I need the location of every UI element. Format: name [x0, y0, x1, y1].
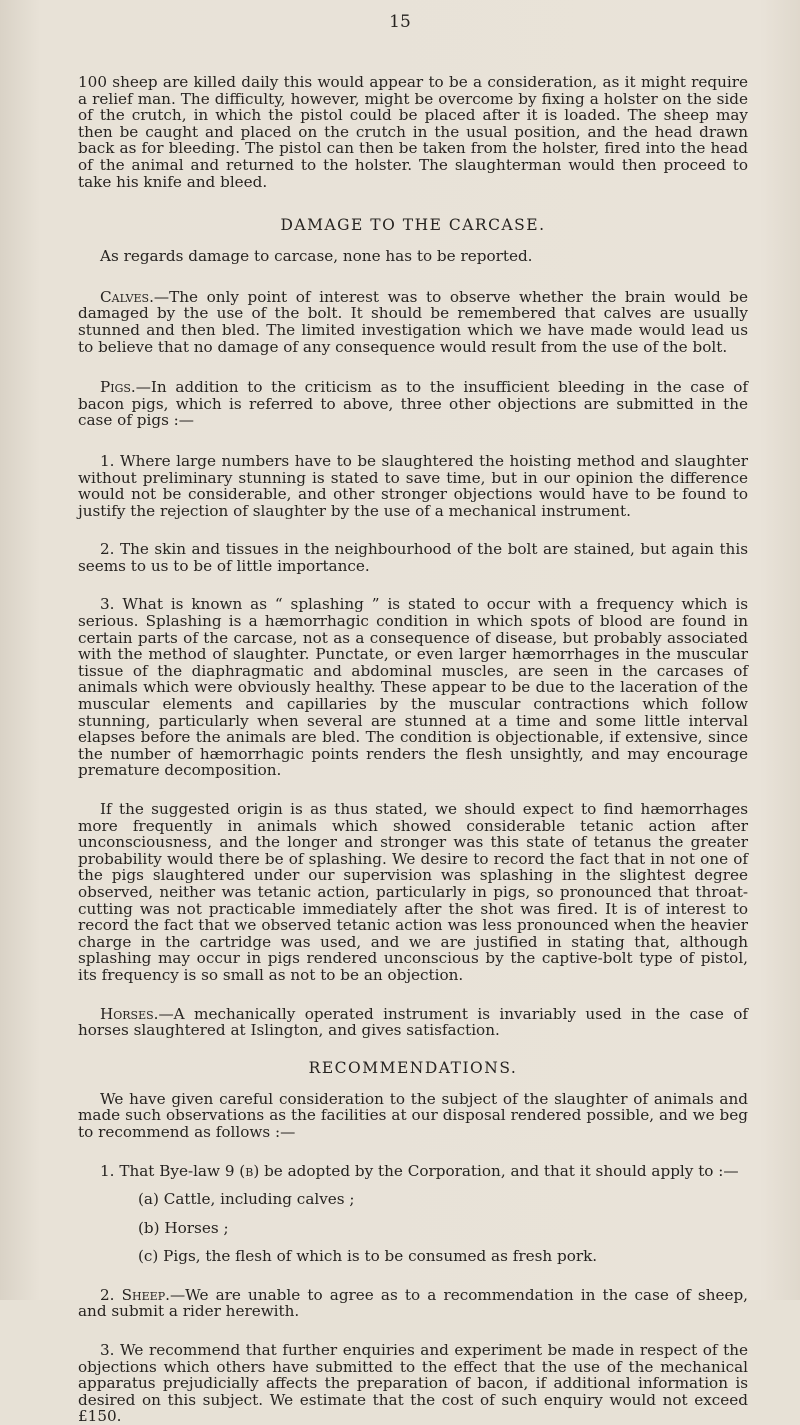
rec-2-lead: Sheep.	[121, 1285, 170, 1304]
rec-1-pre: 1. That Bye-law 9 (	[100, 1161, 246, 1180]
recommendation-1a: (a) Cattle, including calves ;	[138, 1190, 355, 1209]
horses-lead: Horses.	[100, 1004, 159, 1023]
recommendation-2	[78, 1287, 748, 1320]
recommendations-intro: We have given careful consideration to the subject of the slaughter of animals and made such observations as the facilities at our disposal rendered possible, and we beg to recommend as follows :—	[78, 1089, 748, 1141]
paragraph-damage-carcase: As regards damage to carcase, none has to be reported.	[100, 247, 533, 266]
pigs-lead: Pigs.	[100, 378, 136, 397]
paragraph-calves	[78, 289, 748, 355]
pigs-objection-3: 3. What is known as “ splashing ” is stated to occur with a frequency which is serious. Splashing is a hæmorrhagic condition in which spots of blood are found in certain parts of the carcase, not as a consequence of disease, but probably associated with the method of slaughter. Punctate, or even larger hæmorrhages in the muscular tissue of the diaphragmatic and abdominal muscles, are seen in the carcases of animals which were obviously healthy. These appear to be due to the laceration of the muscular elements and capillaries by the muscular contractions which follow stunning, particularly when several are stunned at a time and some little interval elapses before the animals are bled. The condition is objectionable, if extensive, since the number of hæmorrhagic points renders the flesh unsightly, and may encourage premature decomposition.	[78, 595, 748, 780]
rec-2-pre: 2.	[100, 1285, 122, 1304]
pigs-text: —In addition to the criticism as to the insufficient bleeding in the case of bacon pigs, which is referred to above, three other objections are submitted in the case of pigs :—	[78, 378, 748, 430]
pigs-splashing-paragraph: If the suggested origin is as thus stated, we should expect to find hæmorrhages more frequently in animals which showed considerable tetanic action after unconsciousness, and the longer and stronger was this state of tetanus the greater probability would there be of splashing. We desire to record the fact that in not one of the pigs slaughtered under our supervision was splashing in the slightest degree observed, neither was tetanic action, particularly in pigs, so pronounced that throat-cutting was not practicable immediately after the shot was fired. It is of interest to record the fact that we observed tetanic action was less pronounced when the heavier charge in the cartridge was used, and we are justified in stating that, although splashing may occur in pigs rendered unconscious by the captive-bolt type of pistol, its frequency is so small as not to be an objection.	[78, 800, 748, 984]
paragraph-horses	[78, 1006, 748, 1039]
recommendation-3: 3. We recommend that further enquiries and experiment be made in respect of the objections which others have submitted to the effect that the use of the mechanical apparatus prejudicially affects the preparation of bacon, if additional information is desired on this subject. We estimate that the cost of such enquiry would not exceed £150.	[78, 1341, 748, 1425]
heading-damage-to-carcase: DAMAGE TO THE CARCASE.	[280, 216, 546, 235]
rec-1-b: b	[245, 1161, 254, 1180]
rec-1-post: ) be adopted by the Corporation, and that it should apply to :—	[253, 1161, 739, 1180]
recommendation-1c: (c) Pigs, the flesh of which is to be consumed as fresh pork.	[138, 1247, 598, 1266]
pigs-objection-2: 2. The skin and tissues in the neighbourhood of the bolt are stained, but again this seems to us to be of little importance.	[78, 540, 748, 575]
pigs-objection-1: 1. Where large numbers have to be slaughtered the hoisting method and slaughter without preliminary stunning is stated to save time, but in our opinion the difference would not be considerable, and other stronger objections would have to be found to justify the rejection of slaughter by the use of a mechanical instrument.	[78, 451, 748, 520]
recommendation-1b: (b) Horses ;	[138, 1218, 229, 1237]
rec-2-text: —We are unable to agree as to a recommendation in the case of sheep, and submit a rider herewith.	[78, 1285, 748, 1321]
calves-lead: Calves.	[100, 287, 154, 306]
horses-text: —A mechanically operated instrument is invariably used in the case of horses slaughtered at Islington, and gives satisfaction.	[78, 1004, 748, 1040]
paragraph-sheep-holster: 100 sheep are killed daily this would appear to be a consideration, as it might require a relief man. The difficulty, however, might be overcome by fixing a holster on the side of the crutch, in which the pistol could be placed after it is loaded. The sheep may then be caught and placed on the crutch in the usual position, and the head drawn back as for bleeding. The pistol can then be taken from the holster, fired into the head of the animal and returned to the holster. The slaughterman would then proceed to take his knife and bleed.	[78, 73, 748, 191]
paragraph-pigs	[78, 379, 748, 429]
calves-text: —The only point of interest was to observe whether the brain would be damaged by the use of the bolt. It should be remembered that calves are usually stunned and then bled. The limited investigation which we have made would lead us to believe that no damage of any consequence would result from the use of the bolt.	[78, 287, 748, 356]
page-number: 15	[389, 12, 411, 32]
heading-recommendations: RECOMMENDATIONS.	[308, 1058, 518, 1077]
recommendation-1	[78, 1163, 748, 1180]
